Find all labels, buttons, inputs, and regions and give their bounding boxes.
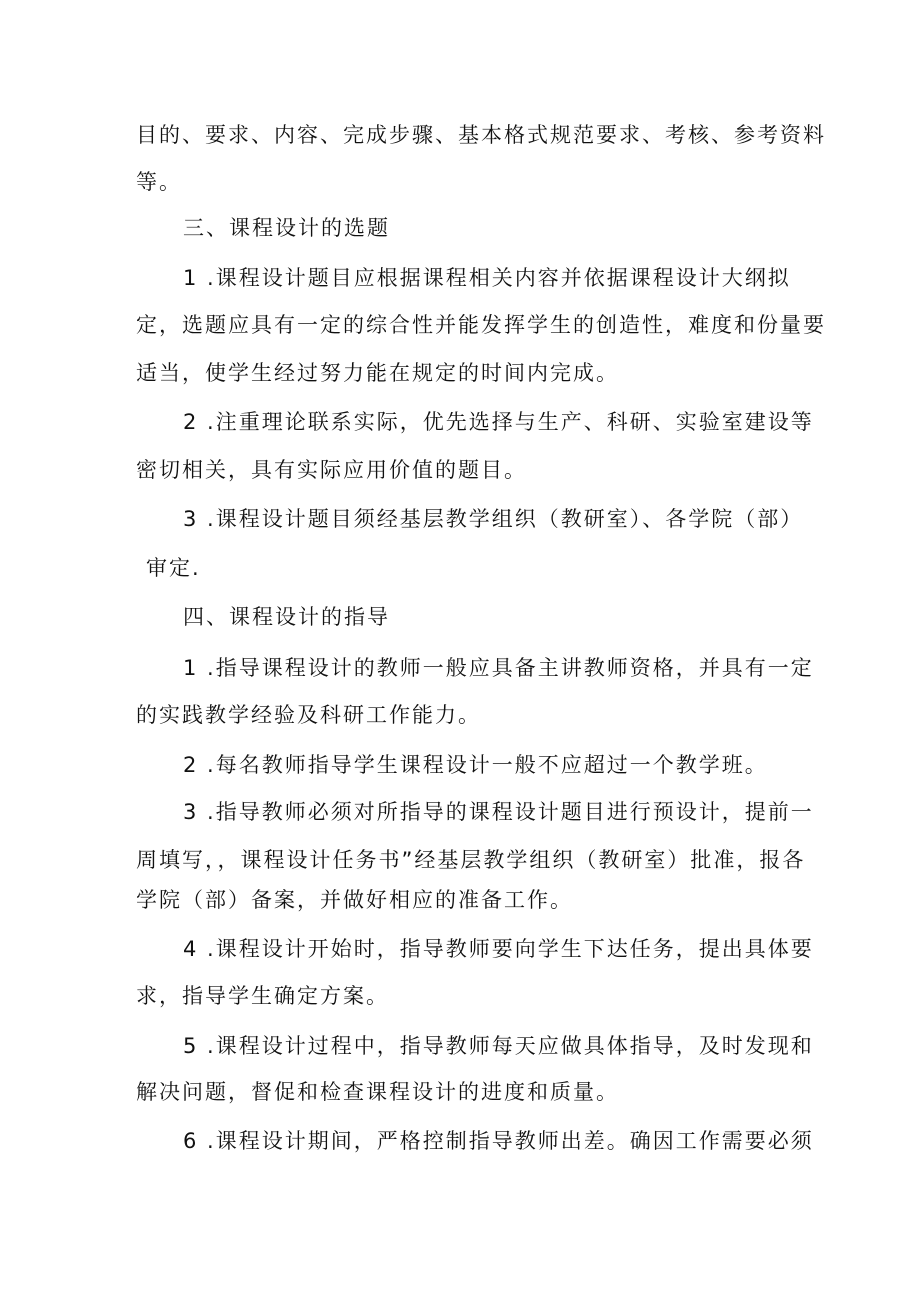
paragraph-line: 5 .课程设计过程中，指导教师每天应做具体指导，及时发现和 [183,1034,814,1058]
paragraph-line: 6 .课程设计期间，严格控制指导教师出差。确因工作需要必须 [183,1129,814,1153]
paragraph-line: 适当，使学生经过努力能在规定的时间内完成。 [136,361,619,385]
paragraph-line: 密切相关，具有实际应用价值的题目。 [136,458,527,482]
paragraph-line: 求，指导学生确定方案。 [136,984,389,1008]
paragraph-line: 3 .指导教师必须对所指导的课程设计题目进行预设计，提前一 [183,800,814,824]
paragraph-line: 周填写，，课程设计任务书”经基层教学组织（教研室）批准，报各 [136,848,806,872]
paragraph-line: 3 .课程设计题目须经基层教学组织（教研室）、各学院（部） [183,507,804,531]
paragraph-line: 2 .注重理论联系实际，优先选择与生产、科研、实验室建设等 [183,410,814,434]
paragraph-line: 1 .课程设计题目应根据课程相关内容并依据课程设计大纲拟 [183,266,791,290]
paragraph-line: 2 .每名教师指导学生课程设计一般不应超过一个教学班。 [183,753,768,777]
paragraph-line: 审定. [146,556,201,580]
section-heading: 四、课程设计的指导 [183,605,390,629]
section-heading: 三、课程设计的选题 [183,216,390,240]
paragraph-line: 学院（部）备案，并做好相应的准备工作。 [136,888,573,912]
paragraph-line: 解决问题，督促和检查课程设计的进度和质量。 [136,1080,619,1104]
paragraph-line: 等。 [136,170,182,194]
paragraph-line: 目的、要求、内容、完成步骤、基本格式规范要求、考核、参考资料 [136,123,826,147]
paragraph-line: 1 .指导课程设计的教师一般应具备主讲教师资格，并具有一定 [183,656,814,680]
paragraph-line: 的实践教学经验及科研工作能力。 [136,703,481,727]
paragraph-line: 定，选题应具有一定的综合性并能发挥学生的创造性，难度和份量要 [136,313,826,337]
paragraph-line: 4 .课程设计开始时，指导教师要向学生下达任务，提出具体要 [183,937,814,961]
